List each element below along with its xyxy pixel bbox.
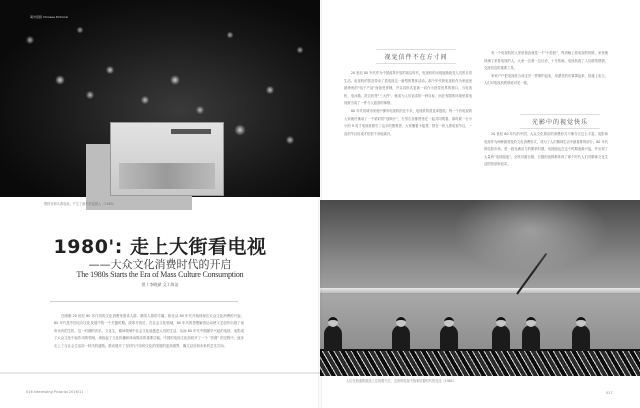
page-number-right: 017 — [606, 391, 613, 395]
person-figure — [440, 325, 458, 351]
person-head — [526, 317, 536, 327]
article-subtitle: ——大众文化消费时代的开启 — [88, 258, 232, 271]
paragraph: 80 年代初城市家庭中拥有电视机的还不多，电视机的普及率很低。每一个有电视的人家就仿佛成了一个临时的"放映厅"，左邻右舍都围坐在一起共同观看。那时候一台小小的 9 英寸电视机吸引了众多的围观者，大家搬着小板凳，挤在一块儿看电视节目，一直到节目结束才依依不舍地离开。 — [344, 108, 472, 136]
paragraph: 20 世纪 80 年代作为中国改革开放的前沿时代，电视机的出现逐渐改变人们的日常生活。电视机的普及带动了看电视这一新型的集体活动。那个年代的电视机作为家庭里最珍贵的"电子产品"而备受青睐，并以其形式更新一切作为视觉世界的窗口，当电视机、电冰箱、洗衣机等"三大件"，就成为人们追求的一种目标，而在有限的环境里看电视被当成了一件令人振奋的事情。 — [344, 71, 472, 106]
right-photo-caption: 人们在街道的屋顶上注视着天空，这里的电视天线象征着时代的变迁（1981） — [346, 379, 457, 383]
balcony-railing — [320, 351, 640, 376]
divider — [0, 372, 320, 374]
person-figure — [572, 325, 590, 351]
person-figure — [392, 325, 410, 351]
left-photo-caption: 围挤在街头看电视，产生了最早的追剧人（1980） — [44, 202, 116, 206]
person-head — [576, 317, 586, 327]
person-figure — [324, 325, 342, 351]
paragraph: 20 世纪 80 年代的中国，大众文化娱乐的消费形式不像今天这么丰富。电影和电视作为两种最普及的文化消费形式，成为了人们精神生活中最重要的部分。80 年代的电影市场，是一段充满活力的繁荣时期，电视剧也在这个时期逐渐兴起，并出现了大量的"电视剧迷"。全民对港台剧、日剧的追捧都体现了那个时代人们对精神文化生活的热爱和追求。 — [484, 132, 608, 167]
divider — [50, 301, 238, 302]
column-1 — [344, 70, 472, 138]
paragraph: 家家户户把电视机当成宝贝一样保护起来，用漂亮的布罩罩起来，怕落上灰尘，人们对电视机的珍爱可见一斑。 — [484, 73, 608, 86]
column-2 — [484, 50, 608, 88]
balcony-antenna-photo — [320, 200, 640, 376]
crowd-watching-tv-photo — [0, 0, 320, 197]
article-title: 1980': 走上大街看电视 — [53, 236, 267, 258]
person-figure — [522, 325, 540, 351]
person-head — [496, 317, 506, 327]
person-figure — [492, 325, 510, 351]
column-3 — [484, 131, 608, 169]
tv-set-illustration — [110, 122, 224, 196]
article-byline: 图 / 李晓斌 文 / 陈洁 — [141, 282, 179, 287]
person-head — [328, 317, 338, 327]
roof-edge — [320, 288, 640, 293]
section-heading-1: 视觉信件不在方寸间 — [376, 52, 456, 61]
person-head — [444, 317, 454, 327]
photo-top-label: 海外回顾 Chinese Pictorial — [30, 15, 68, 19]
paragraph: 有一个电视机的人家里简直就是一个"小影院"，每到晚上看电视的时候，家里就挤满了来看电视的人，大家一边看一边议论，十分热闹。电视机成了人们联络感情、交流信息的重要工具。 — [484, 51, 608, 71]
tv-label — [171, 129, 211, 134]
tv-antenna-icon — [516, 253, 547, 295]
section-heading-2: 光影中的视觉快乐 — [520, 117, 600, 126]
page-spine — [318, 0, 322, 408]
tv-control-panel — [119, 163, 215, 189]
railing-top — [320, 349, 640, 352]
article-english-title: The 1980s Starts the Era of Mass Culture Consumption — [76, 270, 244, 279]
page-footer-left: 016 Interesting Pictorial 2016/11 — [26, 390, 84, 394]
person-head — [396, 317, 406, 327]
article-intro-text: 在刚刚 20 世纪 80 年代初的文化消费里看来人群、精英人群的专属。相比从 80 年代开始到现在大众文化消费的兴起，80 年代是中国走向文化发展中的一个关键时期。改革开放后，在社会文化领域，80 年代的思想解放运动使文艺创作出现了前所未有的生机，这一时期的音乐、文化生，精神领域中社会文化渗透进人们的生活，从而 80 年代中期最早兴起的电视，电影成了大众文化中起作用的领域，承担起了文化传播和休闲娱乐的重要功能。中国的电视文化如同开了一个 "首窗" 的过程中，逐步走上了与社会生活同一时代的道路。推动展开了在时代中各种文化的发展的更高境界，确立以后和未来的艺术方向。 — [54, 314, 244, 348]
